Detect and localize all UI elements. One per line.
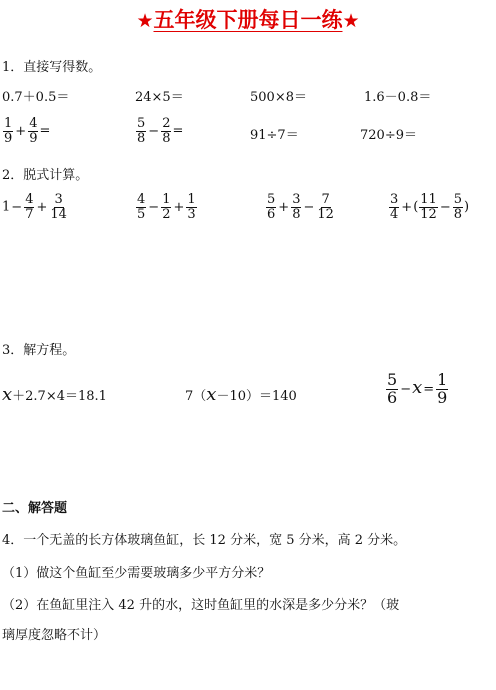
problem-text: 4．一个无盖的长方体玻璃鱼缸，长 12 分米，宽 5 分米，高 2 分米。 [2,533,407,548]
calc-item-fraction: $\frac{1}{9}$ + $\frac{4}{9}$ = [4,116,51,146]
calc-item: 1.6－0.8＝ [364,90,432,105]
fraction: $\frac{1}{3}$ [187,192,196,222]
fraction: $\frac{5}{8}$ [453,192,462,222]
fraction: $\frac{2}{8}$ [162,116,171,146]
fraction: $\frac{4}{9}$ [29,116,38,146]
fraction: $\frac{7}{12}$ [317,192,334,222]
calc-item: 91÷7＝ [250,128,299,143]
sub-question-continued: 璃厚度忽略不计） [2,628,107,643]
fraction: $\frac{11}{12}$ [420,192,437,222]
calc-item-fraction: $\frac{5}{8}$ − $\frac{2}{8}$ = [137,116,184,146]
title-text: 五年级下册每日一练 [153,8,343,32]
equation: $\frac{5}{6}$ −x= $\frac{1}{9}$ [387,370,448,407]
expression: 1− $\frac{4}{7}$ + $\frac{3}{14}$ [2,192,67,222]
equation: 7（x－10）＝140 [185,384,297,405]
expression: $\frac{5}{6}$ + $\frac{3}{8}$ − $\frac{7}{12}$ [267,192,334,222]
section1-heading: 1．直接写得数。 [2,60,102,75]
expression: $\frac{4}{5}$ − $\frac{1}{2}$ + $\frac{1}{3}$ [137,192,196,222]
sub-question: （2）在鱼缸里注入 42 升的水，这时鱼缸里的水深是多少分米？（玻 [2,598,400,613]
fraction: $\frac{3}{14}$ [50,192,67,222]
fraction: $\frac{3}{4}$ [390,192,399,222]
part2-heading: 二、解答题 [2,501,68,516]
fraction: $\frac{5}{8}$ [137,116,146,146]
calc-item: 24×5＝ [135,90,184,105]
section3-heading: 3．解方程。 [2,343,76,358]
sub-question: （1）做这个鱼缸至少需要玻璃多少平方分米？ [2,566,271,581]
star-icon: ★ [136,10,154,32]
fraction: $\frac{5}{6}$ [387,370,398,407]
fraction: $\frac{1}{2}$ [162,192,171,222]
fraction: $\frac{5}{6}$ [267,192,276,222]
fraction: $\frac{1}{9}$ [437,370,448,407]
fraction: $\frac{1}{9}$ [4,116,13,146]
calc-item: 0.7＋0.5＝ [2,90,70,105]
calc-item: 500×8＝ [250,90,307,105]
fraction: $\frac{4}{7}$ [25,192,34,222]
section2-heading: 2．脱式计算。 [2,168,89,183]
fraction: $\frac{3}{8}$ [292,192,301,222]
star-icon: ★ [342,10,360,32]
equation: x＋2.7×4＝18.1 [2,384,107,405]
calc-item: 720÷9＝ [360,128,417,143]
page-title [0,4,496,34]
expression: $\frac{3}{4}$ +( $\frac{11}{12}$ − $\frac{5}{8}$ ) [390,192,470,222]
fraction: $\frac{4}{5}$ [137,192,146,222]
